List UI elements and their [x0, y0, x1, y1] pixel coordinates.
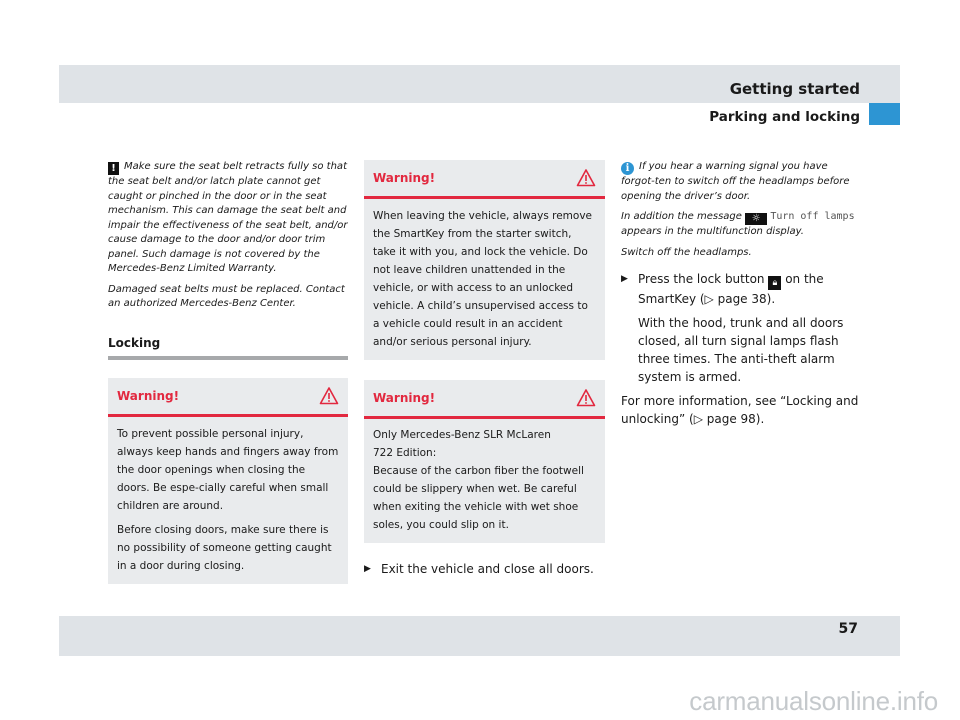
instruction-text: Exit the vehicle and close all doors.: [381, 562, 594, 576]
more-info-text: For more information, see “Locking and unlocking” (▷ page 98).: [621, 394, 859, 426]
info-icon: i: [621, 162, 634, 175]
bullet-triangle-icon: ▶: [364, 564, 371, 574]
warning-triangle-icon: [576, 388, 596, 408]
warning-box-doors: [108, 378, 348, 584]
column-middle: [364, 160, 605, 578]
warning-text-1: To prevent possible personal injury, always keep hands and fingers away from the door openings when closing the doors. Be espe-cially careful when small children are around.: [117, 427, 339, 512]
section-accent-marker: [869, 103, 900, 125]
warning-header: [108, 378, 348, 417]
instruction-result: With the hood, trunk and all doors closed, all turn signal lamps flash three times. The anti-theft alarm system is armed.: [638, 316, 844, 384]
warning-text-2: Before closing doors, make sure there is no possibility of someone getting caught in a door during closing.: [117, 523, 332, 572]
locking-heading: Locking: [108, 336, 348, 360]
warning-title: Warning!: [373, 171, 436, 185]
warning-header: [364, 380, 605, 419]
instruction-step: [621, 270, 861, 308]
column-right: [621, 160, 861, 428]
chapter-title: Getting started: [729, 80, 860, 98]
headlamp-icon: ☼: [745, 213, 767, 225]
page-number: 57: [838, 621, 858, 637]
info-note-text-1: If you hear a warning signal you have forgot-ten to switch off the headlamps before opening the driver’s door.: [621, 161, 850, 202]
exclamation-icon: !: [108, 162, 119, 175]
warning-text-line-1: Only Mercedes-Benz SLR McLaren: [373, 429, 551, 441]
display-message: Turn off lamps: [770, 211, 855, 222]
caution-note-text-1: Make sure the seat belt retracts fully so that the seat belt and/or latch plate cannot get caught or pinched in the door or in the seat mechanism. This can damage the seat belt and impair the effectiveness of the seat belt, and/or cause damage to the door and/or door trim panel. Such damage is not covered by the Mercedes-Benz Limited Warranty.: [108, 161, 348, 274]
info-note-text-2-pre: In addition the message: [621, 211, 742, 222]
footer-band: [59, 616, 900, 656]
section-title: Parking and locking: [709, 109, 860, 125]
instruction-text-pre: Press the lock button: [638, 272, 765, 286]
caution-note: [108, 160, 348, 312]
warning-box-footwell: [364, 380, 605, 543]
warning-box-smartkey: [364, 160, 605, 360]
bullet-triangle-icon: ▶: [621, 274, 628, 284]
warning-text-line-2: 722 Edition:: [373, 447, 437, 459]
info-note: [621, 160, 861, 260]
warning-text: When leaving the vehicle, always remove the SmartKey from the starter switch, take it with you, and lock the vehicle. Do not leave children unattended in the vehicle, or with access to an unlocked vehicle. A child’s unsupervised access to a vehicle could result in an accident and/or serious personal injury.: [373, 210, 592, 348]
warning-header: [364, 160, 605, 199]
warning-title: Warning!: [373, 391, 436, 405]
warning-triangle-icon: [319, 386, 339, 406]
watermark: carmanualsonline.info: [689, 686, 938, 716]
instruction-step: [364, 560, 605, 578]
lock-icon: 🔒︎: [768, 276, 781, 290]
info-note-text-2-post: appears in the multifunction display.: [621, 226, 804, 237]
column-left: [108, 160, 348, 584]
warning-triangle-icon: [576, 168, 596, 188]
instruction-text-post: on the SmartKey (▷ page 38).: [638, 272, 824, 306]
warning-title: Warning!: [117, 388, 180, 403]
info-note-text-3: Switch off the headlamps.: [621, 246, 752, 258]
warning-text-line-3: Because of the carbon fiber the footwell could be slippery when wet. Be careful when exiting the vehicle with wet shoe soles, you could slip on it.: [373, 465, 584, 531]
caution-note-text-2: Damaged seat belts must be replaced. Contact an authorized Mercedes-Benz Center.: [108, 283, 345, 309]
